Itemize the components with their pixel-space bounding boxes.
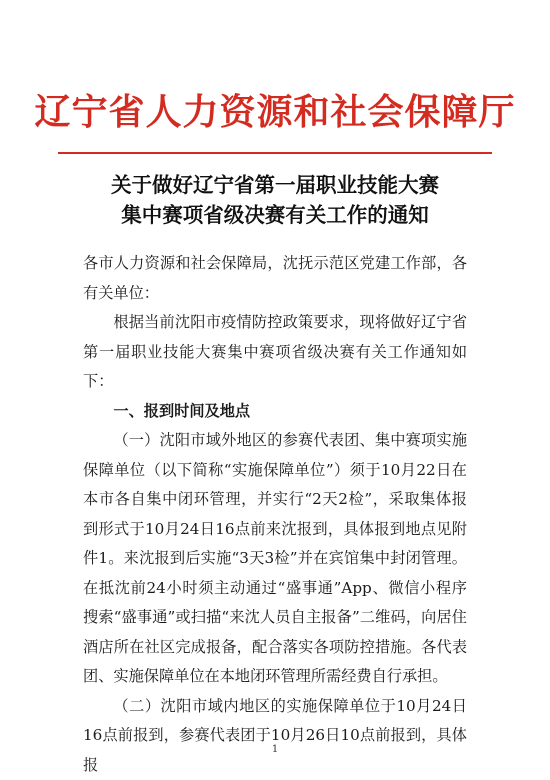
paragraph-2: （二）沈阳市域内地区的实施保障单位于10月24日16点前报到，参赛代表团于10月26日10点前报到，具体报 bbox=[83, 692, 467, 780]
letterhead-red-rule bbox=[58, 152, 492, 154]
document-body bbox=[83, 249, 467, 780]
section-heading-1: 一、报到时间及地点 bbox=[83, 397, 467, 427]
salutation: 各市人力资源和社会保障局，沈抚示范区党建工作部，各有关单位： bbox=[83, 249, 467, 308]
document-title-line-2: 集中赛项省级决赛有关工作的通知 bbox=[0, 200, 550, 230]
page-number: 1 bbox=[0, 744, 550, 755]
document-title bbox=[0, 170, 550, 230]
letterhead-org-name: 辽宁省人力资源和社会保障厅 bbox=[0, 84, 550, 135]
document-title-line-1: 关于做好辽宁省第一届职业技能大赛 bbox=[0, 170, 550, 200]
paragraph-1: （一）沈阳市域外地区的参赛代表团、集中赛项实施保障单位（以下简称“实施保障单位”）须于10月22日在本市各自集中闭环管理，并实行“2天2检”，采取集体报到形式于10月24日16点前来沈报到，具体报到地点见附件1。来沈报到后实施“3天3检”并在宾馆集中封闭管理。在抵沈前24小时须主动通过“盛事通”App、微信小程序搜索“盛事通”或扫描“来沈人员自主报备”二维码，向居住酒店所在社区完成报备，配合落实各项防控措施。各代表团、实施保障单位在本地闭环管理所需经费自行承担。 bbox=[83, 426, 467, 692]
intro-paragraph: 根据当前沈阳市疫情防控政策要求，现将做好辽宁省第一届职业技能大赛集中赛项省级决赛有关工作通知如下： bbox=[83, 308, 467, 397]
